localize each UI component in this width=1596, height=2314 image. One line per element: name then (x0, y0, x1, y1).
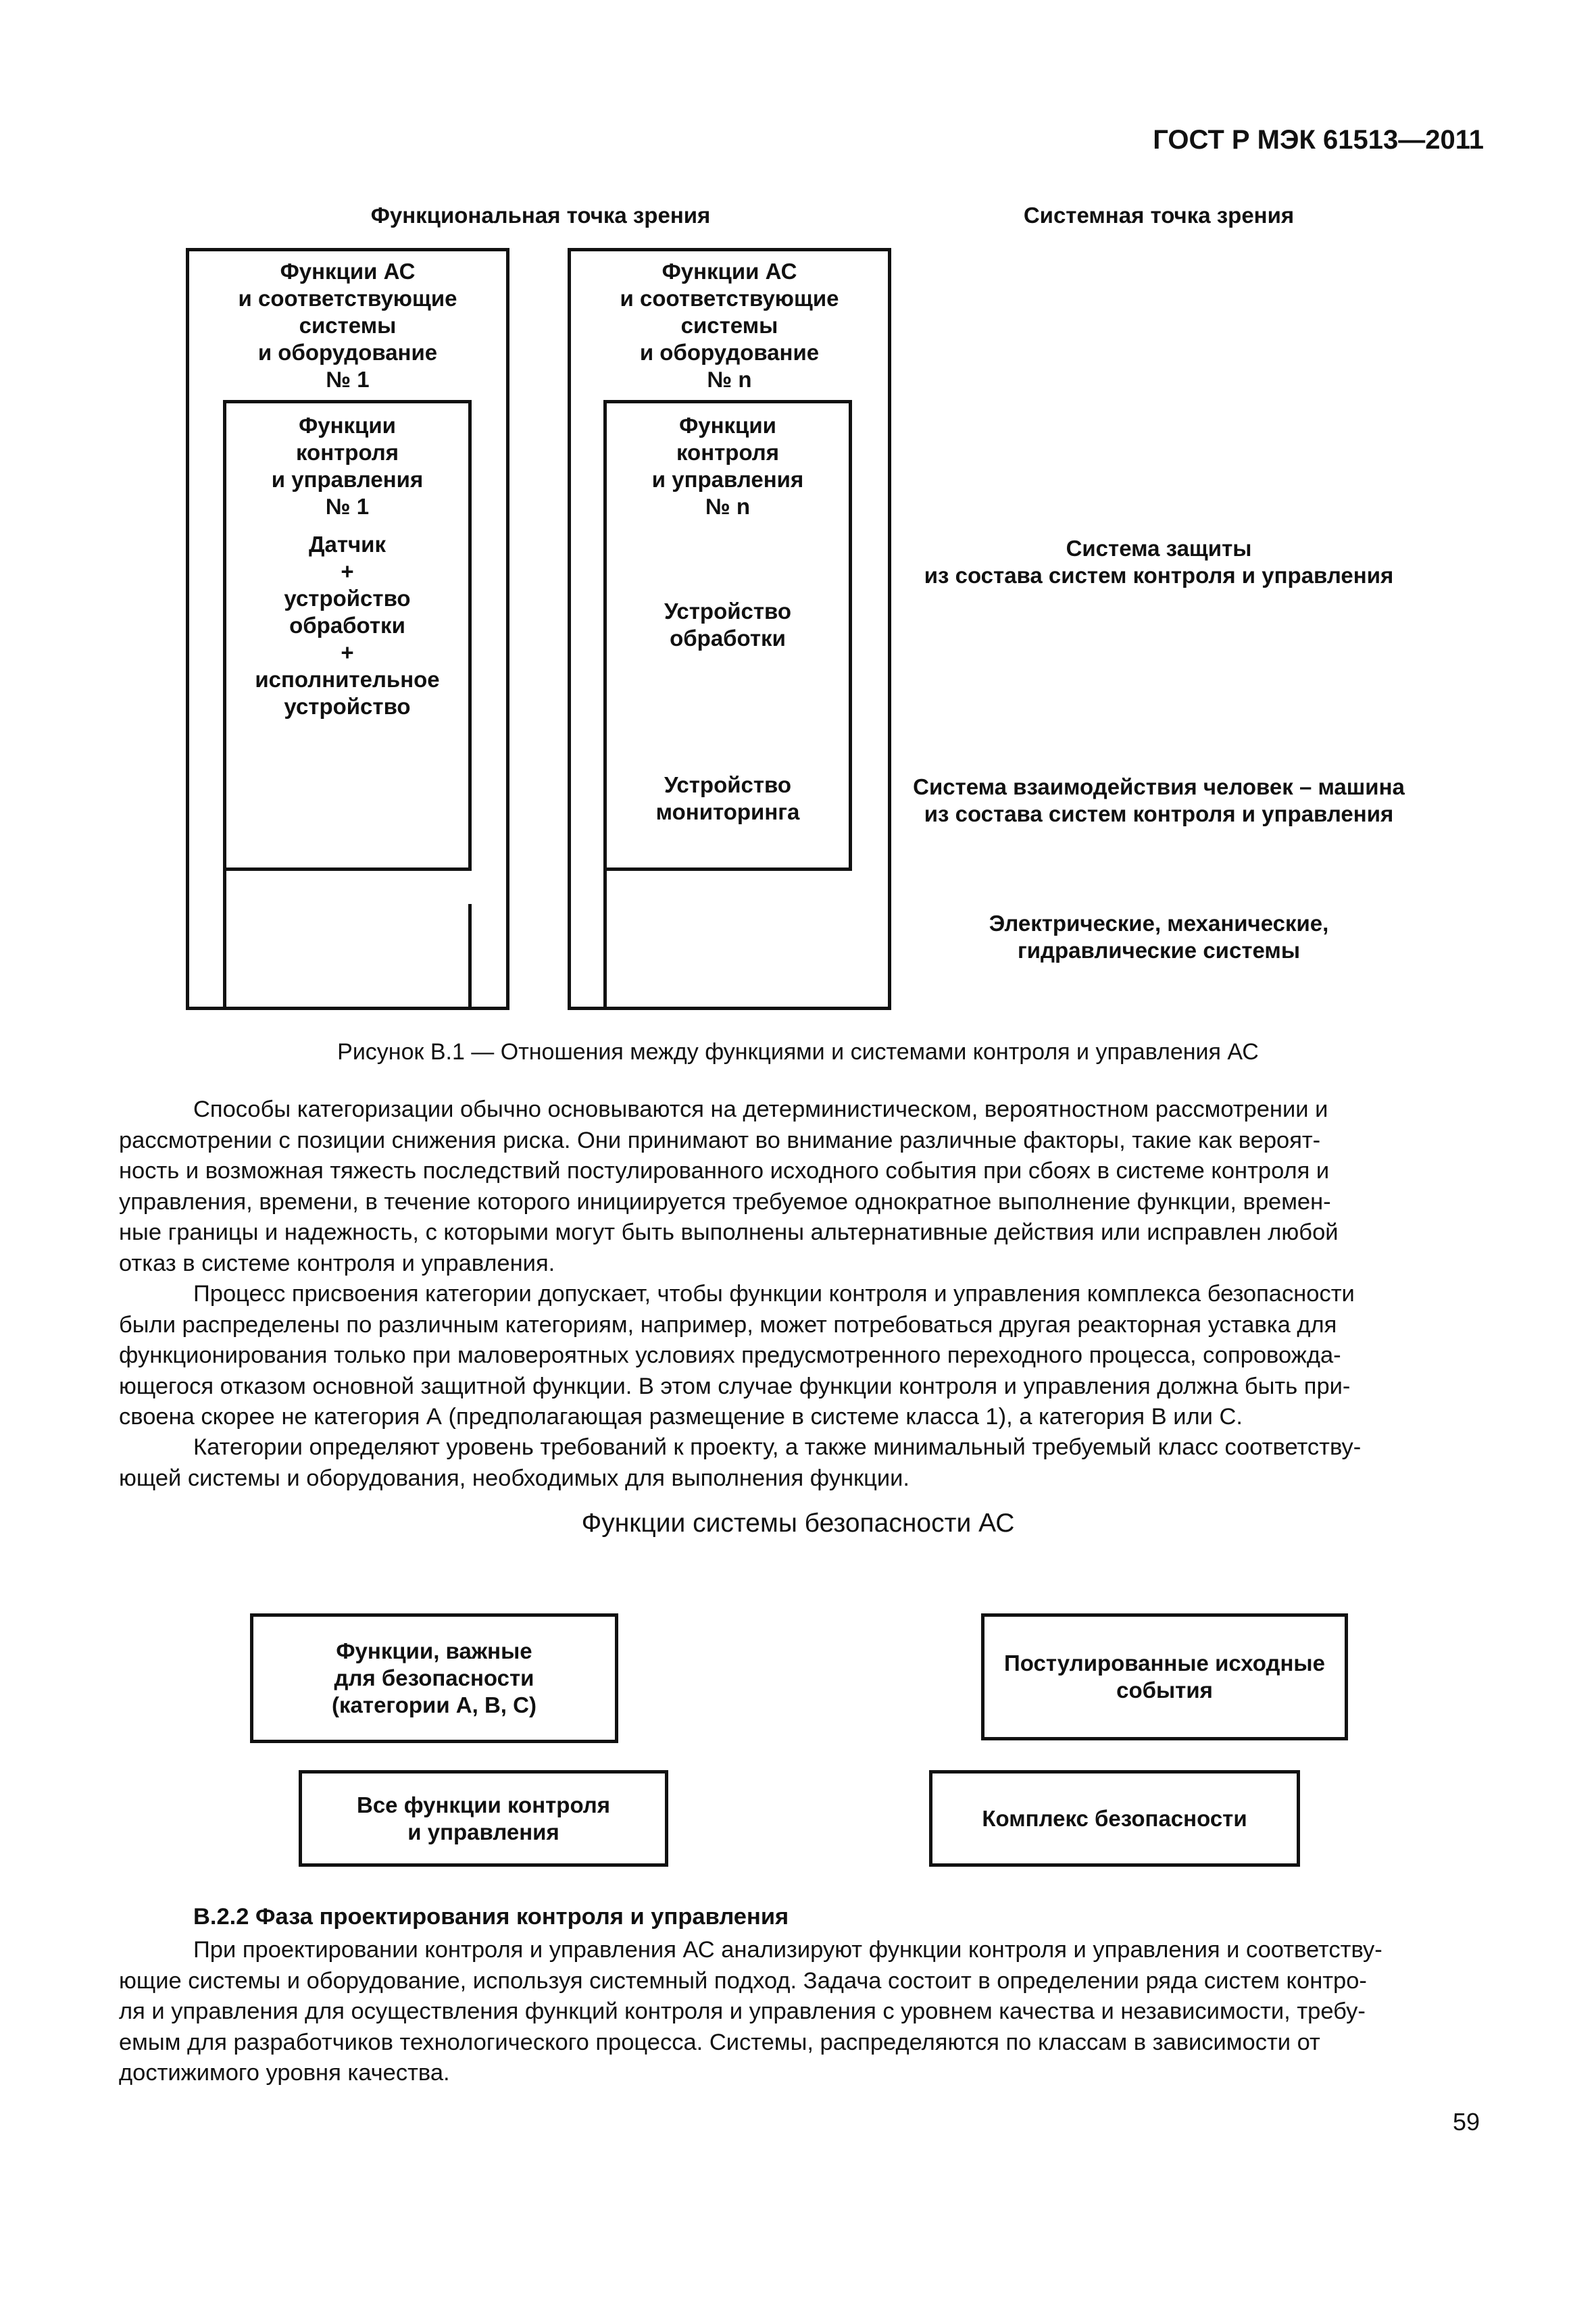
section-body: При проектировании контроля и управления АС анализируют функции контроля и управления и соответству- ющие системы и оборудование, используя системный подход. Задача состоит в определении ряда систем контро- ля и управления для осуществления функций контроля и управления с уровнем качества и независимости, требу- емым для разработчиков технологического процесса. Системы, распределяются по классам в зависимости от достижимого уровня качества. (119, 1937, 1382, 2086)
box-postulated-events: Постулированные исходные события (981, 1613, 1348, 1740)
box-safety-complex: Комплекс безопасности (929, 1770, 1300, 1867)
col2-inner-title: Функции контроля и управления № n (651, 413, 804, 519)
figure-caption: Рисунок В.1 — Отношения между функциями и системами контроля и управления АС (337, 1039, 1259, 1065)
label-other-systems: Электрические, механические, гидравлические системы (989, 911, 1329, 963)
figure-b2-title: Функции системы безопасности АС (581, 1509, 1015, 1538)
section-heading: В.2.2 Фаза проектирования контроля и управления (193, 1904, 789, 1930)
col2-outer-label: Функции АС и соответствующие системы и оборудование № n (620, 259, 839, 392)
col1-inner-body: Датчик + устройство обработки + исполнительное устройство (255, 532, 440, 719)
col1-right-line (468, 904, 472, 1008)
page-number: 59 (1452, 2108, 1480, 2136)
standard-number: ГОСТ Р МЭК 61513—2011 (1153, 125, 1484, 155)
box-all-control-functions: Все функции контроля и управления (299, 1770, 668, 1867)
paragraph-3: Категории определяют уровень требований к проекту, а также минимальный требуемый класс соответству- ющей системы и оборудования, необходимых для выполнения функции. (119, 1434, 1362, 1491)
heading-system-view: Системная точка зрения (1023, 203, 1295, 228)
paragraph-1: Способы категоризации обычно основываются на детерминистическом, вероятностном рассмотрении и рассмотрении с позиции снижения риска. Они принимают во внимание различные факторы, такие как вероят- ность и возможная тяжесть последствий постулированного исходного события при сбоях в системе контроля и управления, времени, в течение которого инициируется требуемое однократное выполнение функции, времен- ные границы и надежность, с которыми могут быть выполнены альтернативные действия или исправлен любой отказ в системе контроля и управления. (119, 1097, 1339, 1276)
col1-inner-title: Функции контроля и управления № 1 (271, 413, 424, 519)
col2-left-line (603, 870, 607, 1008)
col1-outer-label: Функции АС и соответствующие системы и оборудование № 1 (238, 259, 457, 392)
paragraph-2: Процесс присвоения категории допускает, чтобы функции контроля и управления комплекса безопасности были распределены по различным категориям, например, может потребоваться другая реакторная уставка для функционирования только при маловероятных условиях предусмотренного переходного процесса, сопровожда- ющегося отказом основной защитной функции. В этом случае функции контроля и управления должна быть при- своена скорее не категория А (предполагающая размещение в системе класса 1), а категория В или С. (119, 1281, 1355, 1430)
label-protection-system: Система защиты из состава систем контроля и управления (924, 536, 1394, 588)
col2-processing-label: Устройство обработки (664, 599, 792, 651)
heading-functional-view: Функциональная точка зрения (370, 203, 711, 228)
box-important-functions: Функции, важные для безопасности (категории А, В, С) (250, 1613, 618, 1743)
label-hmi-system: Система взаимодействия человек – машина из состава систем контроля и управления (913, 774, 1405, 826)
col1-left-line (223, 870, 226, 1008)
col2-monitoring-label: Устройство мониторинга (655, 772, 800, 824)
